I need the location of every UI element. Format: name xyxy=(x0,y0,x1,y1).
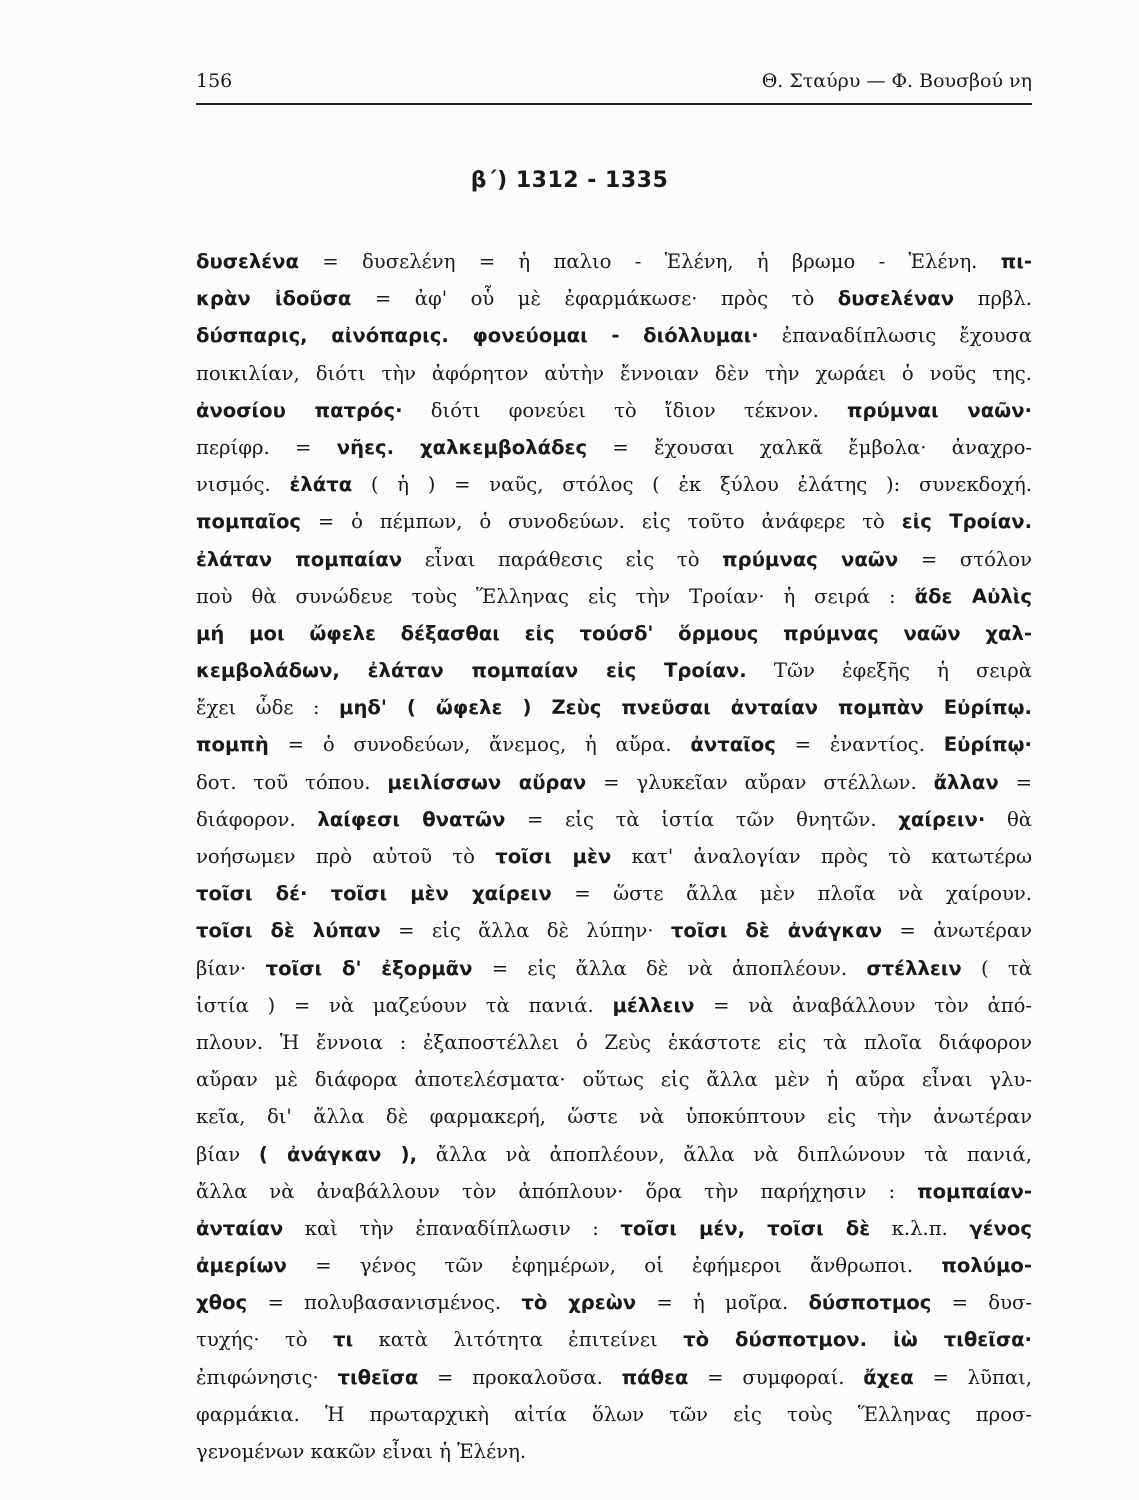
gloss-text: ( τὰ xyxy=(961,956,1032,980)
lemma-bold: ἐλάταν πομπαίαν xyxy=(196,547,403,571)
gloss-text: = ἔχουσαι χαλκᾶ ἔμβολα· ἀναχρο- xyxy=(587,435,1032,459)
body-text xyxy=(196,243,1032,1470)
gloss-text: = ἀφ' οὗ μὲ ἐφαρμάκωσε· πρὸς τὸ xyxy=(351,287,838,311)
text-line xyxy=(196,1173,1032,1210)
text-line xyxy=(196,726,1032,763)
gloss-text: Τῶν ἐφεξῆς ἡ σειρὰ xyxy=(746,659,1032,683)
gloss-text: = ἡ μοῖρα. xyxy=(636,1291,809,1315)
text-line xyxy=(196,838,1032,875)
lemma-bold: πομπὴ xyxy=(196,733,269,757)
page-header xyxy=(196,70,1032,100)
lemma-bold: μηδ' ( ὤφελε ) Ζεὺς πνεῦσαι ἀνταίαν πομπὰν Εὐρίπῳ. xyxy=(339,696,1032,720)
lemma-bold: τὸ χρεὼν xyxy=(521,1291,637,1315)
lemma-bold: χαίρειν· xyxy=(898,807,986,831)
lemma-bold: γένος xyxy=(969,1216,1032,1240)
text-line xyxy=(196,1247,1032,1284)
gloss-text: = νὰ ἀναβάλλουν τὸν ἀπό- xyxy=(694,993,1032,1017)
gloss-text: ἐπιφώνησις· xyxy=(196,1365,338,1389)
lemma-bold: τὸ δύσποτμον. ἰὼ τιθεῖσα· xyxy=(683,1328,1032,1352)
lemma-bold: ἄλλαν xyxy=(933,770,999,794)
gloss-text: = εἰς ἄλλα δὲ λύπην· xyxy=(380,919,671,943)
gloss-text: πρβλ. xyxy=(954,287,1032,311)
text-line xyxy=(196,280,1032,317)
gloss-text: = ὁ πέμπων, ὁ συνοδεύων. εἰς τοῦτο ἀνάφερε τὸ xyxy=(301,510,902,534)
gloss-text: φαρμάκια. Ἡ πρωταρχικὴ αἰτία ὅλων τῶν εἰς τοὺς Ἕλληνας προσ- xyxy=(196,1402,1032,1426)
gloss-text: ἐπαναδίπλωσις ἔχουσα xyxy=(758,324,1032,348)
text-line xyxy=(196,1284,1032,1321)
lemma-bold: εἰς Τροίαν. xyxy=(901,510,1032,534)
gloss-text: τυχής· τὸ xyxy=(196,1328,333,1352)
gloss-text: = προκαλοῦσα. xyxy=(418,1365,622,1389)
text-line xyxy=(196,764,1032,801)
text-line xyxy=(196,1098,1032,1135)
lemma-bold: ἅδε Αὐλὶς xyxy=(914,584,1032,608)
gloss-text: = συμφοραί. xyxy=(688,1365,864,1389)
header-rule xyxy=(196,103,1032,105)
lemma-bold: τιθεῖσα xyxy=(337,1365,419,1389)
lemma-bold: δύσποτμος xyxy=(808,1291,932,1315)
gloss-text: = στόλον xyxy=(898,547,1032,571)
lemma-bold: μέλλειν xyxy=(612,993,695,1017)
page-number: 156 xyxy=(196,70,233,92)
lemma-bold: πι- xyxy=(1000,250,1032,273)
lemma-bold: ( ἀνάγκαν ), xyxy=(258,1142,418,1166)
gloss-text: περίφρ. = xyxy=(196,435,337,459)
text-line xyxy=(196,1396,1032,1433)
gloss-text: = εἰς ἄλλα δὲ νὰ ἀποπλέουν. xyxy=(472,956,867,980)
lemma-bold: τοῖσι δὲ ἀνάγκαν xyxy=(670,919,883,943)
lemma-bold: λαίφεσι θνατῶν xyxy=(317,807,506,831)
lemma-bold: ἐλάτα xyxy=(289,473,353,497)
lemma-bold: στέλλειν xyxy=(866,956,962,980)
text-line xyxy=(196,1136,1032,1173)
text-line xyxy=(196,466,1032,503)
section-title: β΄) 1312 - 1335 xyxy=(470,168,669,193)
lemma-bold: ἄχεα xyxy=(863,1365,914,1389)
text-line xyxy=(196,317,1032,354)
gloss-text: καὶ τὴν ἐπαναδίπλωσιν : xyxy=(283,1216,621,1240)
lemma-bold: νῆες. χαλκεμβολάδες xyxy=(336,435,588,459)
text-line xyxy=(196,541,1032,578)
gloss-text: ποὺ θὰ συνώδευε τοὺς Ἕλληνας εἰς τὴν Τροίαν· ἡ σειρά : xyxy=(196,584,915,608)
lemma-bold: πάθεα xyxy=(621,1365,689,1389)
gloss-text: = πολυβασανισμένος. xyxy=(247,1291,522,1315)
text-line xyxy=(196,652,1032,689)
gloss-text: = γλυκεῖαν αὔραν στέλλων. xyxy=(586,770,934,794)
text-line xyxy=(196,615,1032,652)
text-line xyxy=(196,875,1032,912)
text-line xyxy=(196,1433,1032,1470)
gloss-text: ἱστία ) = νὰ μαζεύουν τὰ πανιά. xyxy=(196,993,613,1017)
gloss-text: διότι φονεύει τὸ ἴδιον τέκνον. xyxy=(402,398,848,422)
gloss-text: κεῖα, δι' ἄλλα δὲ φαρμακερή, ὥστε νὰ ὑποκύπτουν εἰς τὴν ἀνωτέραν xyxy=(196,1105,1032,1129)
gloss-text: = ὁ συνοδεύων, ἄνεμος, ἡ αὔρα. xyxy=(268,733,691,757)
text-line xyxy=(196,1359,1032,1396)
gloss-text: θὰ xyxy=(985,807,1032,831)
text-line xyxy=(196,355,1032,392)
text-line xyxy=(196,689,1032,726)
gloss-text: κατ' ἀναλογίαν πρὸς τὸ κατωτέρω xyxy=(611,845,1032,868)
text-line xyxy=(196,950,1032,987)
gloss-text: = εἰς τὰ ἱστία τῶν θνητῶν. xyxy=(505,807,899,831)
text-line xyxy=(196,912,1032,949)
lemma-bold: πρύμναι ναῶν· xyxy=(847,398,1032,422)
gloss-text: = λῦπαι, xyxy=(913,1365,1032,1389)
gloss-text: γενομένων κακῶν εἶναι ἡ Ἑλένη. xyxy=(196,1440,527,1463)
lemma-bold: τοῖσι δ' ἐξορμᾶν xyxy=(265,956,473,980)
gloss-text: = γένος τῶν ἐφημέρων, οἱ ἐφήμεροι ἄνθρωποι. xyxy=(286,1254,942,1278)
text-line xyxy=(196,243,1032,280)
lemma-bold: τοῖσι δέ· τοῖσι μὲν χαίρειν xyxy=(196,882,552,906)
lemma-bold: τι xyxy=(332,1328,354,1352)
lemma-bold: δυσελένα xyxy=(196,250,299,273)
lemma-bold: ἀνοσίου πατρός· xyxy=(196,398,403,422)
lemma-bold: πομπαίαν- xyxy=(917,1179,1032,1203)
gloss-text: = xyxy=(998,770,1032,794)
lemma-bold: πολύμο- xyxy=(941,1254,1032,1278)
lemma-bold: τοῖσι μέν, τοῖσι δὲ xyxy=(620,1216,871,1240)
text-line xyxy=(196,1321,1032,1358)
gloss-text: αὔραν μὲ διάφορα ἀποτελέσματα· οὕτως εἰς ἄλλα μὲν ἡ αὔρα εἶναι γλυ- xyxy=(196,1068,1032,1092)
running-head-authors: Θ. Σταύρυ — Φ. Βουσβού νη xyxy=(761,70,1032,92)
text-line xyxy=(196,1061,1032,1098)
gloss-text: ( ἡ ) = ναῦς, στόλος ( ἐκ ξύλου ἐλάτης ): συνεκδοχή. xyxy=(352,473,1032,497)
text-line xyxy=(196,1210,1032,1247)
gloss-text: νισμός. xyxy=(196,473,290,497)
text-line xyxy=(196,392,1032,429)
lemma-bold: δυσελέναν xyxy=(837,287,955,311)
gloss-text: = ἐναντίος. xyxy=(775,733,944,757)
lemma-bold: κεμβολάδων, ἐλάταν πομπαίαν εἰς Τροίαν. xyxy=(196,659,747,683)
lemma-bold: δύσπαρις, αἰνόπαρις. φονεύομαι - διόλλυμαι· xyxy=(196,324,759,348)
lemma-bold: κρὰν ἰδοῦσα xyxy=(196,287,352,311)
gloss-text: δοτ. τοῦ τόπου. xyxy=(196,770,388,794)
lemma-bold: ἀνταίαν xyxy=(196,1216,284,1240)
lemma-bold: χθος xyxy=(196,1291,248,1315)
gloss-text: = ὥστε ἄλλα μὲν πλοῖα νὰ χαίρουν. xyxy=(551,882,1032,906)
gloss-text: εἶναι παράθεσις εἰς τὸ xyxy=(402,547,723,571)
gloss-text: κ.λ.π. xyxy=(870,1216,970,1240)
gloss-text: ἄλλα νὰ ἀναβάλλουν τὸν ἀπόπλουν· ὅρα τὴν παρήχησιν : xyxy=(196,1179,918,1203)
gloss-text: = δυσ- xyxy=(931,1291,1032,1315)
gloss-text: νοήσωμεν πρὸ αὐτοῦ τὸ xyxy=(196,845,496,868)
lemma-bold: πρύμνας ναῶν xyxy=(722,547,899,571)
gloss-text: = ἀνωτέραν xyxy=(882,919,1032,943)
gloss-text: = δυσελένη = ἡ παλιο - Ἑλένη, ἡ βρωμο - Ἑλένη. xyxy=(298,250,1001,273)
lemma-bold: τοῖσι μὲν xyxy=(495,845,612,868)
gloss-text: ποικιλίαν, διότι τὴν ἀφόρητον αὐτὴν ἔννοιαν δὲν τὴν χωράει ὁ νοῦς της. xyxy=(196,361,1032,385)
lemma-bold: μειλίσσων αὔραν xyxy=(387,770,587,794)
text-line xyxy=(196,987,1032,1024)
lemma-bold: πομπαῖος xyxy=(196,510,302,534)
gloss-text: διάφορον. xyxy=(196,807,318,831)
lemma-bold: ἀμερίων xyxy=(196,1254,287,1278)
gloss-text: ἄλλα νὰ ἀποπλέουν, ἄλλα νὰ διπλώνουν τὰ πανιά, xyxy=(417,1142,1032,1166)
text-line xyxy=(196,503,1032,540)
gloss-text: πλουν. Ἡ ἔννοια : ἐξαποστέλλει ὁ Ζεὺς ἑκάστοτε εἰς τὰ πλοῖα διάφορον xyxy=(196,1030,1032,1054)
lemma-bold: μή μοι ὤφελε δέξασθαι εἰς τούσδ' ὅρμους πρύμνας ναῶν χαλ- xyxy=(196,621,1032,645)
text-line xyxy=(196,801,1032,838)
lemma-bold: ἀνταῖος xyxy=(690,733,776,757)
text-line xyxy=(196,429,1032,466)
gloss-text: βίαν xyxy=(196,1142,259,1166)
gloss-text: κατὰ λιτότητα ἐπιτείνει xyxy=(353,1328,684,1352)
text-line xyxy=(196,578,1032,615)
gloss-text: ἔχει ὧδε : xyxy=(196,696,340,720)
lemma-bold: τοῖσι δὲ λύπαν xyxy=(196,919,381,943)
lemma-bold: Εὐρίπῳ· xyxy=(943,733,1032,757)
text-line xyxy=(196,1024,1032,1061)
gloss-text: βίαν· xyxy=(196,956,266,980)
